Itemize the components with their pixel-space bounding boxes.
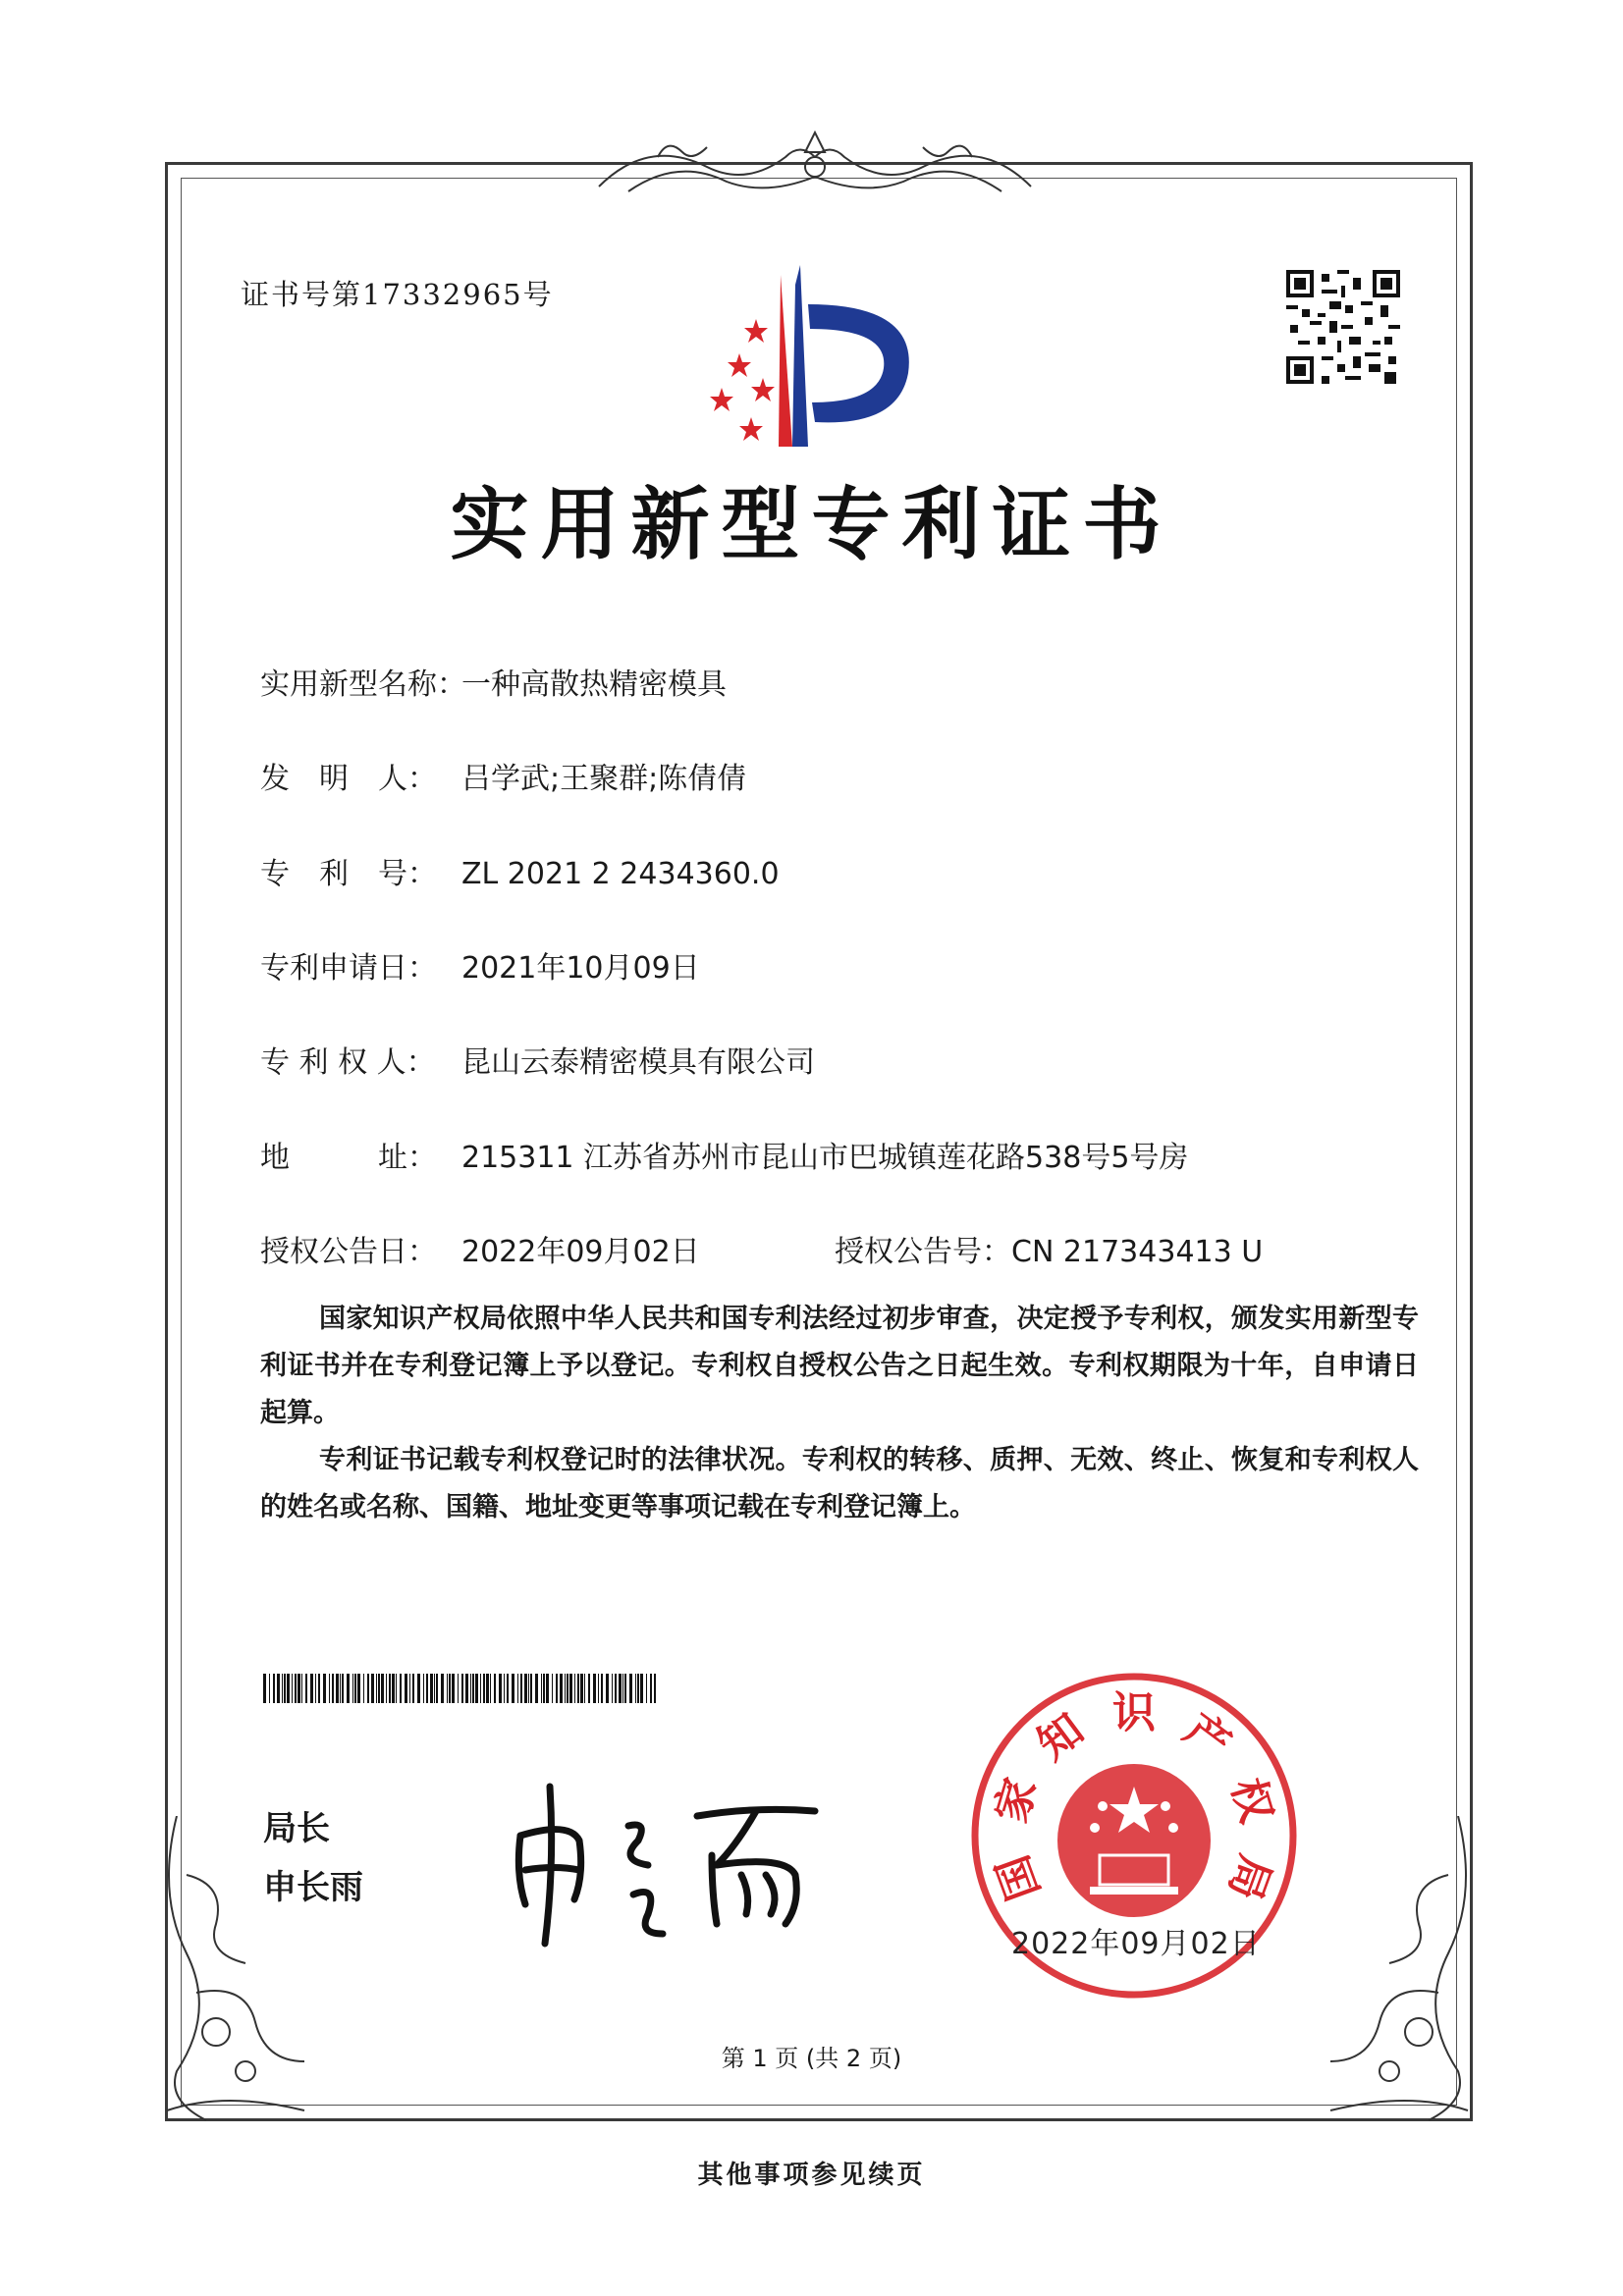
barcode-bar (483, 1674, 485, 1703)
director-name: 申长雨 (263, 1868, 363, 1907)
field-patentee (260, 1038, 815, 1081)
barcode-bar (378, 1674, 380, 1703)
barcode-bar (530, 1674, 532, 1703)
barcode-bar (475, 1674, 478, 1703)
barcode-bar (315, 1674, 316, 1703)
field-value: 昆山云泰精密模具有限公司 (461, 1045, 815, 1080)
director-title: 局长 (263, 1809, 330, 1848)
field-label: 发 明 人： (260, 762, 437, 796)
barcode-bar (546, 1674, 549, 1703)
barcode-bar (277, 1674, 280, 1703)
barcode-bar (472, 1674, 474, 1703)
barcode-bar (263, 1674, 266, 1703)
barcode-bar (426, 1674, 428, 1703)
barcode-bar (461, 1674, 463, 1703)
field-label: 授权公告日： (260, 1235, 437, 1269)
barcode-bar (629, 1674, 632, 1703)
barcode-bar (269, 1674, 270, 1703)
barcode-bar (318, 1674, 320, 1703)
barcode-bar (560, 1674, 563, 1703)
field-value: ZL 2021 2 2434360.0 (461, 857, 780, 891)
cnipa-logo-icon (702, 265, 938, 452)
barcode-bar (574, 1674, 575, 1703)
barcode-bar (282, 1674, 283, 1703)
barcode-icon (263, 1674, 656, 1703)
field-value: 2021年10月09日 (461, 951, 700, 986)
barcode-bar (430, 1674, 433, 1703)
barcode-bar (499, 1674, 502, 1703)
barcode-bar (517, 1674, 518, 1703)
barcode-bar (357, 1674, 360, 1703)
barcode-bar (504, 1674, 505, 1703)
barcode-bar (405, 1674, 407, 1703)
field-announcement-number (835, 1227, 1263, 1270)
barcode-bar (323, 1674, 326, 1703)
certificate-number: 证书号第17332965号 (241, 278, 554, 311)
barcode-bar (470, 1674, 471, 1703)
barcode-bar (490, 1674, 491, 1703)
field-label: 授权公告号： (835, 1235, 1011, 1269)
field-label: 地 址： (260, 1141, 437, 1175)
field-value: 吕学武;王聚群;陈倩倩 (461, 762, 747, 796)
field-inventor (260, 754, 746, 797)
field-value: 2022年09月02日 (461, 1235, 700, 1269)
barcode-bar (329, 1674, 330, 1703)
barcode-bar (650, 1674, 652, 1703)
barcode-bar (298, 1674, 300, 1703)
barcode-bar (273, 1674, 275, 1703)
seal-character: 家 (986, 1772, 1047, 1829)
footer-note: 其他事项参见续页 (697, 2161, 926, 2190)
barcode-bar (332, 1674, 334, 1703)
seal-character: 局 (1217, 1848, 1280, 1907)
seal-character: 国 (988, 1848, 1051, 1907)
barcode-bar (287, 1674, 290, 1703)
barcode-bar (584, 1674, 585, 1703)
barcode-bar (646, 1674, 647, 1703)
barcode-bar (567, 1674, 568, 1703)
barcode-bar (654, 1674, 656, 1703)
barcode-bar (301, 1674, 302, 1703)
seal-character: 权 (1221, 1772, 1282, 1829)
barcode-bar (507, 1674, 509, 1703)
paragraph-legal-status: 专利证书记载专利权登记时的法律状况。专利权的转移、质押、无效、终止、恢复和专利权人的姓名或名称、国籍、地址变更等事项记载在专利登记簿上。 (260, 1445, 1419, 1522)
barcode-bar (434, 1674, 435, 1703)
barcode-bar (598, 1674, 599, 1703)
barcode-bar (340, 1674, 341, 1703)
bottom-right-ornament-icon (1321, 1816, 1488, 2130)
field-label: 专利申请日： (260, 951, 437, 986)
barcode-bar (458, 1674, 459, 1703)
barcode-bar (528, 1674, 529, 1703)
seal-character: 识 (1112, 1687, 1156, 1738)
barcode-bar (624, 1674, 626, 1703)
barcode-bar (520, 1674, 522, 1703)
barcode-bar (612, 1674, 613, 1703)
field-label: 专 利 号： (260, 857, 437, 891)
barcode-bar (535, 1674, 538, 1703)
field-utility-model-name (260, 660, 727, 703)
barcode-bar (284, 1674, 286, 1703)
paragraph-grant-statement: 国家知识产权局依照中华人民共和国专利法经过初步审查，决定授予专利权，颁发实用新型专利证书并在专利登记簿上予以登记。专利权自授权公告之日起生效。专利权期限为十年，自申请日起算。 (260, 1304, 1419, 1428)
barcode-bar (486, 1674, 489, 1703)
barcode-bar (512, 1674, 514, 1703)
barcode-bar (367, 1674, 369, 1703)
top-ornament-icon (589, 128, 1041, 206)
barcode-bar (577, 1674, 579, 1703)
barcode-bar (569, 1674, 572, 1703)
barcode-bar (606, 1674, 609, 1703)
seal-character: 产 (1174, 1704, 1240, 1771)
barcode-bar (436, 1674, 438, 1703)
field-label: 实用新型名称： (260, 667, 466, 702)
barcode-bar (396, 1674, 397, 1703)
barcode-bar (494, 1674, 496, 1703)
barcode-bar (580, 1674, 583, 1703)
barcode-bar (381, 1674, 384, 1703)
barcode-bar (556, 1674, 558, 1703)
qr-code-icon[interactable] (1286, 270, 1400, 384)
barcode-bar (352, 1674, 353, 1703)
field-value: 一种高散热精密模具 (461, 667, 727, 702)
barcode-bar (295, 1674, 297, 1703)
field-patent-number (260, 849, 780, 892)
barcode-bar (441, 1674, 444, 1703)
barcode-bar (452, 1674, 455, 1703)
barcode-bar (423, 1674, 424, 1703)
barcode-bar (363, 1674, 364, 1703)
barcode-bar (541, 1674, 542, 1703)
field-label: 专 利 权 人： (260, 1045, 436, 1080)
barcode-bar (389, 1674, 391, 1703)
barcode-bar (465, 1674, 468, 1703)
certificate-title: 实用新型专利证书 (450, 478, 1173, 570)
barcode-bar (565, 1674, 566, 1703)
barcode-bar (310, 1674, 313, 1703)
field-value: CN 217343413 U (1011, 1235, 1264, 1269)
barcode-bar (635, 1674, 636, 1703)
barcode-bar (376, 1674, 377, 1703)
seal-character: 知 (1028, 1704, 1094, 1771)
barcode-bar (417, 1674, 420, 1703)
barcode-bar (637, 1674, 639, 1703)
barcode-bar (524, 1674, 527, 1703)
barcode-bar (409, 1674, 410, 1703)
page-number: 第 1 页 (共 2 页) (721, 2045, 902, 2072)
barcode-bar (449, 1674, 451, 1703)
barcode-bar (447, 1674, 448, 1703)
field-grant-date (260, 1227, 700, 1270)
barcode-bar (400, 1674, 402, 1703)
barcode-bar (593, 1674, 596, 1703)
barcode-bar (392, 1674, 395, 1703)
barcode-bar (342, 1674, 344, 1703)
barcode-bar (412, 1674, 414, 1703)
barcode-bar (480, 1674, 481, 1703)
barcode-bar (386, 1674, 387, 1703)
barcode-bar (305, 1674, 307, 1703)
field-application-date (260, 943, 700, 987)
barcode-bar (622, 1674, 623, 1703)
field-address (260, 1133, 1188, 1176)
barcode-bar (552, 1674, 553, 1703)
barcode-bar (347, 1674, 350, 1703)
barcode-bar (640, 1674, 643, 1703)
barcode-bar (543, 1674, 545, 1703)
barcode-bar (601, 1674, 603, 1703)
barcode-bar (292, 1674, 293, 1703)
field-value: 215311 江苏省苏州市昆山市巴城镇莲花路538号5号房 (461, 1141, 1189, 1175)
barcode-bar (588, 1674, 590, 1703)
barcode-bar (354, 1674, 356, 1703)
seal-date: 2022年09月02日 (1011, 1927, 1261, 1961)
barcode-bar (615, 1674, 617, 1703)
barcode-bar (619, 1674, 622, 1703)
signature-icon (501, 1767, 835, 1953)
barcode-bar (336, 1674, 339, 1703)
barcode-bar (371, 1674, 374, 1703)
